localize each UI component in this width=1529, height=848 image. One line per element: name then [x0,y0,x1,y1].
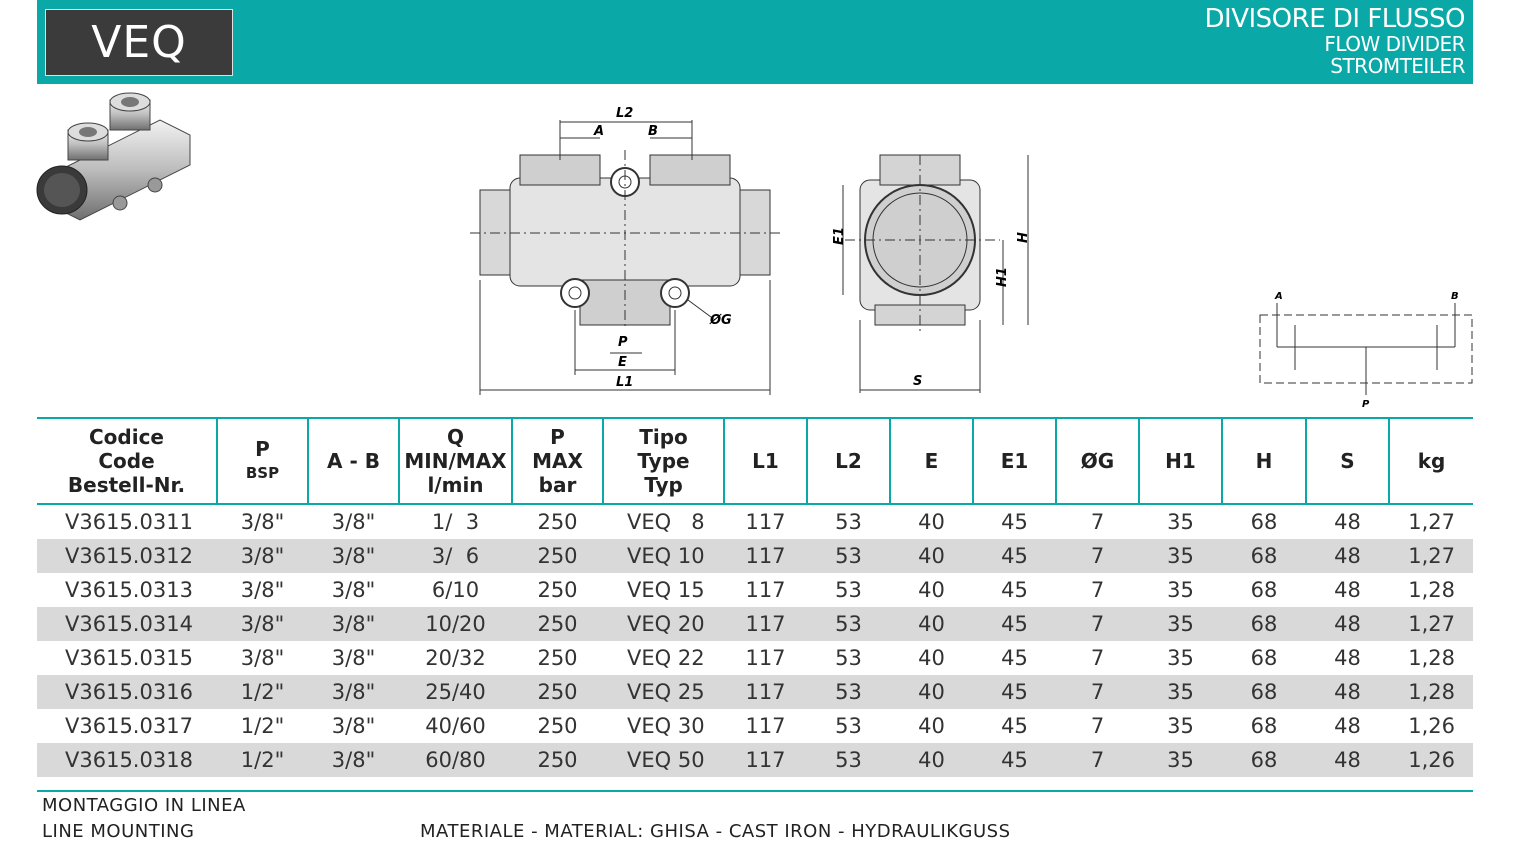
column-header [724,418,807,504]
table-cell: 40 [918,646,945,670]
table-cell: 53 [807,539,890,573]
hydraulic-symbol [1255,285,1480,415]
table-cell: VEQ 15 [627,578,705,602]
column-header-line: L1 [752,449,779,473]
table-row [37,641,1473,675]
table-cell: 35 [1139,743,1222,777]
column-header [308,418,399,504]
column-header [1389,418,1473,504]
side-view-drawing [825,145,1045,395]
column-header [807,418,890,504]
column-header-line: Q [446,425,464,449]
table-cell: 68 [1250,578,1278,602]
table-cell: 250 [512,743,603,777]
table-cell: 40 [918,510,945,534]
table-cell: 117 [724,675,807,709]
table-cell: 53 [835,646,862,670]
column-header-line: ØG [1080,449,1115,473]
table-cell: 1,27 [1389,607,1473,641]
label-b: B [648,124,658,139]
table-cell: VEQ 20 [603,607,724,641]
table-cell: 1/2" [217,675,308,709]
table-cell: 1/ 3 [431,510,480,534]
table-cell: 1,26 [1389,743,1473,777]
table-cell: V3615.0311 [65,510,193,534]
title-italian: DIVISORE DI FLUSSO [1204,4,1465,34]
table-cell: VEQ 10 [603,539,724,573]
table-cell: 3/8" [240,578,285,602]
table-cell: 20/32 [425,646,486,670]
table-cell: 53 [807,743,890,777]
column-header-line: S [1340,449,1355,473]
table-cell: V3615.0315 [65,646,193,670]
table-cell: 68 [1222,743,1306,777]
table-cell: 7 [1056,743,1139,777]
table-row [37,743,1473,777]
product-3d-image [30,90,200,225]
table-cell: 48 [1306,675,1389,709]
column-header-line: P [255,437,270,461]
table-row [37,539,1473,573]
table-cell: 6/10 [431,578,480,602]
table-cell: 1,27 [1408,510,1455,534]
table-cell: 40 [918,714,945,738]
symbol-label-a: A [1275,291,1283,302]
column-header-line: H [1255,449,1273,473]
table-cell: 68 [1250,510,1278,534]
table-cell: 35 [1139,539,1222,573]
table-cell: 1,28 [1389,675,1473,709]
table-cell: 117 [724,607,807,641]
table-cell: 35 [1167,510,1194,534]
table-cell: 117 [724,539,807,573]
table-cell: 1,28 [1408,646,1455,670]
table-cell: 7 [1056,539,1139,573]
table-cell: 45 [1001,578,1028,602]
label-l2: L2 [616,106,634,121]
mounting-english: LINE MOUNTING [42,821,195,842]
table-cell: 3/8" [240,646,285,670]
table-cell: 250 [537,578,578,602]
table-cell: 250 [537,510,578,534]
table-cell: 117 [724,743,807,777]
bottom-divider [37,790,1473,792]
table-cell: 1/2" [217,743,308,777]
column-header-line: P [550,425,565,449]
table-cell: 35 [1167,714,1194,738]
table-cell: 3/8" [240,510,285,534]
table-cell: 7 [1090,646,1105,670]
table-cell: 7 [1090,714,1105,738]
column-header [1306,418,1389,504]
column-header-line: MAX [532,449,583,473]
model-badge: VEQ [45,9,233,76]
table-cell: 3/8" [308,675,399,709]
column-header-line: L2 [835,449,862,473]
table-cell: VEQ 22 [627,646,705,670]
table-cell: 40 [890,675,973,709]
column-header-line: Typ [644,473,683,497]
table-cell: V3615.0312 [37,539,217,573]
label-l1: L1 [616,375,634,390]
column-header-sub: BSP [245,464,280,482]
table-cell: 48 [1306,539,1389,573]
table-cell: 7 [1056,607,1139,641]
column-header [890,418,973,504]
table-cell: 3/8" [331,578,376,602]
table-cell: 40 [890,539,973,573]
column-header-line: E [924,449,939,473]
table-cell: 40 [890,607,973,641]
column-header-line: l/min [427,473,484,497]
table-cell: 1/2" [240,714,285,738]
table-cell: 40 [890,743,973,777]
column-header [603,418,724,504]
table-cell: 25/40 [399,675,512,709]
column-header [1222,418,1306,504]
title-english: FLOW DIVIDER [1324,32,1465,56]
table-cell: 68 [1250,646,1278,670]
column-header-line: E1 [1000,449,1029,473]
label-e: E [618,355,627,370]
table-cell: 35 [1167,578,1194,602]
table-cell: 48 [1334,510,1361,534]
table-cell: VEQ 8 [627,510,705,534]
table-cell: 35 [1139,675,1222,709]
table-cell: 68 [1250,714,1278,738]
label-h: H [1016,232,1031,243]
table-cell: 250 [537,646,578,670]
table-cell: 3/8" [331,714,376,738]
table-cell: 40 [918,578,945,602]
column-header-line: bar [538,473,577,497]
table-cell: 48 [1334,578,1361,602]
symbol-label-p: P [1362,399,1370,410]
table-cell: 1,28 [1408,578,1455,602]
table-cell: V3615.0318 [37,743,217,777]
table-cell: 7 [1090,578,1105,602]
table-row [37,607,1473,641]
column-header-line: Codice [88,425,164,449]
column-header [512,418,603,504]
table-cell: 48 [1306,743,1389,777]
table-cell: 45 [973,743,1056,777]
table-cell: 117 [745,578,786,602]
front-view-drawing [470,100,790,400]
table-cell: 7 [1090,510,1105,534]
table-cell: 68 [1222,607,1306,641]
table-cell: 250 [512,675,603,709]
table-cell: 48 [1334,646,1361,670]
table-cell: 45 [973,675,1056,709]
column-header [217,418,308,504]
table-cell: 3/8" [331,646,376,670]
label-g: ØG [710,313,732,328]
table-cell: 10/20 [399,607,512,641]
column-header [37,418,217,504]
table-cell: 3/8" [308,539,399,573]
table-cell: 40/60 [425,714,486,738]
mounting-italian: MONTAGGIO IN LINEA [42,795,246,816]
label-e1: E1 [832,227,847,245]
table-cell: 35 [1167,646,1194,670]
column-header-line: MIN/MAX [404,449,507,473]
symbol-label-b: B [1451,291,1459,302]
table-cell: 117 [745,646,786,670]
table-cell: 45 [1001,510,1028,534]
table-row [37,709,1473,743]
label-p: P [618,335,628,350]
header-bar [37,0,1473,84]
table-row [37,504,1473,539]
table-header-row [37,418,1473,504]
column-header-line: Bestell-Nr. [67,473,186,497]
column-header-line: H1 [1165,449,1196,473]
table-cell: 3/8" [331,510,376,534]
product-titles [1205,6,1465,76]
column-header [1056,418,1139,504]
table-cell: 48 [1334,714,1361,738]
table-cell: 250 [512,539,603,573]
table-cell: V3615.0314 [37,607,217,641]
table-cell: 117 [745,510,786,534]
table-cell: 68 [1222,539,1306,573]
table-cell: VEQ 25 [603,675,724,709]
table-cell: 53 [835,510,862,534]
table-cell: 117 [745,714,786,738]
table-cell: 1,26 [1408,714,1455,738]
table-cell: V3615.0316 [37,675,217,709]
table-cell: 3/ 6 [399,539,512,573]
table-cell: 60/80 [399,743,512,777]
table-row [37,675,1473,709]
table-row [37,573,1473,607]
table-cell: 68 [1222,675,1306,709]
title-german: STROMTEILER [1330,54,1465,78]
table-cell: 250 [512,607,603,641]
material-note: MATERIALE - MATERIAL: GHISA - CAST IRON - HYDRAULIKGUSS [420,821,1011,842]
table-cell: V3615.0313 [65,578,193,602]
table-cell: 45 [973,539,1056,573]
column-header-line: Tipo [639,425,688,449]
label-h1: H1 [995,267,1010,287]
table-cell: 3/8" [217,539,308,573]
table-cell: 53 [807,675,890,709]
table-cell: 35 [1139,607,1222,641]
table-cell: 45 [973,607,1056,641]
label-s: S [913,374,923,389]
table-cell: 3/8" [308,743,399,777]
label-a: A [594,124,605,139]
table-cell: 53 [807,607,890,641]
table-cell: 45 [1001,646,1028,670]
table-cell: VEQ 30 [627,714,705,738]
table-cell: 1,27 [1389,539,1473,573]
column-header [1139,418,1222,504]
table-cell: 53 [835,714,862,738]
specs-table [37,417,1473,777]
table-cell: 7 [1056,675,1139,709]
table-cell: V3615.0317 [65,714,193,738]
column-header [973,418,1056,504]
column-header-line: Type [637,449,690,473]
column-header [399,418,512,504]
column-header-line: A - B [327,449,380,473]
table-cell: 3/8" [217,607,308,641]
table-cell: 53 [835,578,862,602]
table-cell: 3/8" [308,607,399,641]
column-header-line: kg [1417,449,1446,473]
column-header-line: Code [98,449,155,473]
table-cell: VEQ 50 [603,743,724,777]
table-cell: 45 [1001,714,1028,738]
table-cell: 250 [537,714,578,738]
table-cell: 48 [1306,607,1389,641]
